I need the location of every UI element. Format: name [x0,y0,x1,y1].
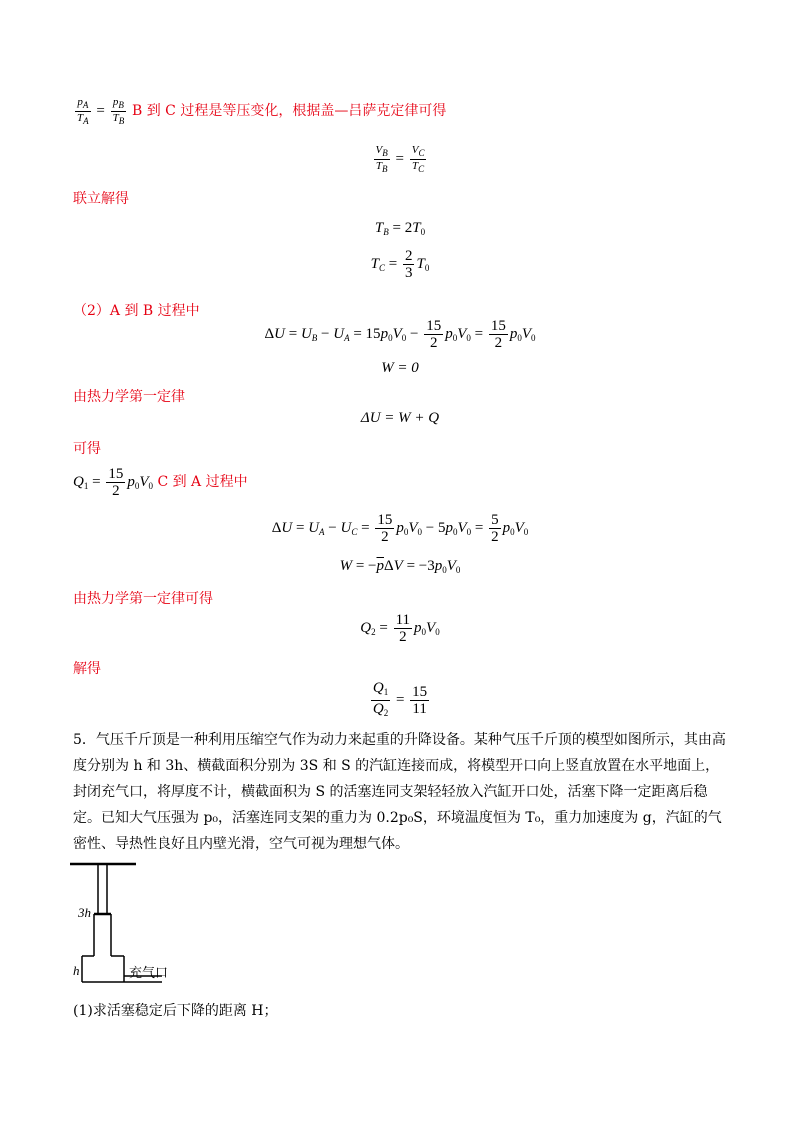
eq-q-ratio: $\frac{Q_1}{Q_2}$ = $\frac{15}{11}$ [372,680,428,718]
question-1-text: (1)求活塞稳定后下降的距离 H； [73,1003,278,1019]
eq-delta-u-ab: $\Delta U = U_B - U_A = 15p_0V_0$ − $\frac{15}{2}$ $p_0V_0$ = $\frac{15}{2}$ $p_0V_0$ [264,318,536,351]
label-3h: 3h [78,905,91,920]
solve-together-text: 联立解得 [73,191,129,207]
line-pressure-law [73,96,446,127]
process-ca-text: C 到 A 过程中 [157,473,248,490]
eq-vb-tb-vc-tc: $\frac{V_B}{T_B}$ = $\frac{V_C}{T_C}$ [375,144,425,174]
solve-text: 解得 [73,661,101,677]
eq-tb: $T_B = 2T_0$ [374,220,426,237]
eq-q1-line: $Q_1$ = $\frac{15}{2}$ $p_0V_0$ C 到 A 过程中 [73,466,248,499]
frac-pa-ta: $\frac{p_A}{T_A}$ = $\frac{p_B}{T_B}$ [77,96,125,126]
eq-w-ca: $W = -\overline{p}\Delta V = -3p_0V_0$ [339,558,461,575]
eq-tc: $T_C$ = $\frac{2}{3}$ $T_0$ [370,248,430,281]
process-bc-text: B 到 C 过程是等压变化，根据盖—吕萨克定律可得 [131,102,447,119]
problem-5-text: 5．气压千斤顶是一种利用压缩空气作为动力来起重的升降设备。某种气压千斤顶的模型如图所示，其由高度分别为 h 和 3h、横截面积分别为 3S 和 S 的汽缸连接而成，将模型开口向上竖直放置在水平地面上，封闭充气口，将厚度不计，横截面积为 S 的活塞连同支架轻轻放入汽缸开口处，活塞下降一定距离后稳定。已知大气压强为 p₀，活塞连同支架的重力为 0.2p₀S，环境温度恒为 T₀，重力加速度为 g，汽缸的气密性、导热性良好且内壁光滑，空气可视为理想气体。 [73,732,726,852]
eq-first-law: ΔU = W + Q [360,410,440,426]
first-law-obtain-text: 由热力学第一定律可得 [73,591,213,607]
eq-w-zero: W = 0 [381,360,419,376]
obtain-text: 可得 [73,441,101,457]
label-h: h [73,963,80,978]
eq-delta-u-ca: $\Delta U = U_A - U_C$ = $\frac{15}{2}$ $p_0V_0 - 5p_0V_0$ = $\frac{5}{2}$ $p_0V_0$ [271,512,529,545]
part2-heading: （2）A 到 B 过程中 [73,303,200,319]
first-law-text: 由热力学第一定律 [73,389,185,405]
label-inlet: 充气口 [129,966,169,981]
eq-q2: $Q_2$ = $\frac{11}{2}$ $p_0V_0$ [360,612,440,645]
